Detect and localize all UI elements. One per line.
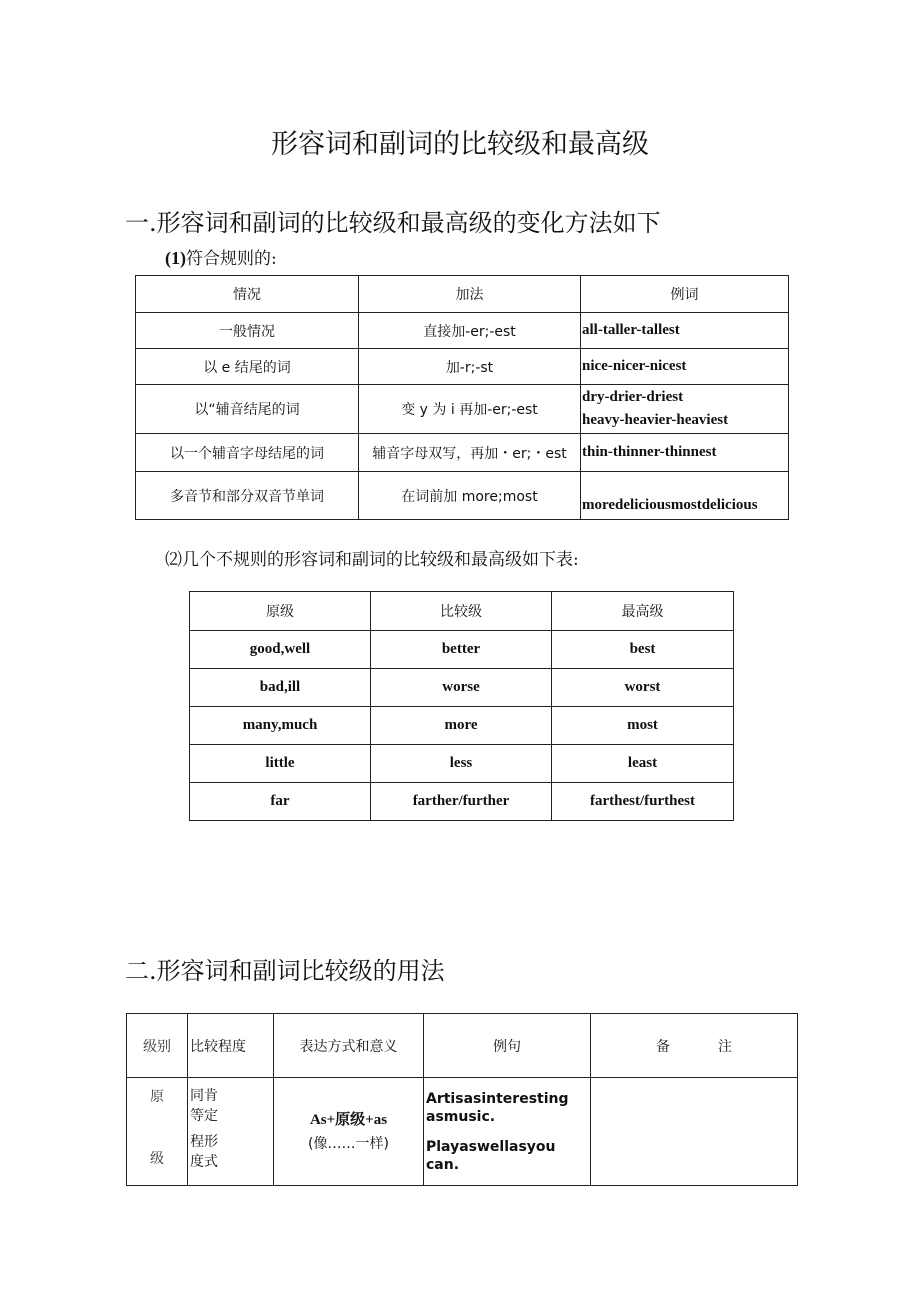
section-1-heading: 一.形容词和副词的比较级和最高级的变化方法如下 bbox=[125, 209, 661, 237]
rule-cell: 辅音字母双写，再加・er;・est bbox=[359, 434, 581, 472]
header-cell: 比较级 bbox=[371, 592, 552, 631]
header-cell-level: 级别 bbox=[127, 1014, 188, 1078]
subheading-number: (1) bbox=[165, 248, 186, 268]
comparative-cell: better bbox=[371, 631, 552, 669]
header-cell: 加法 bbox=[359, 276, 581, 313]
table-row bbox=[136, 349, 789, 385]
comparative-cell: more bbox=[371, 707, 552, 745]
irregular-forms-table bbox=[189, 591, 734, 821]
subheading-regular bbox=[165, 244, 277, 269]
regular-rules-table bbox=[135, 275, 789, 520]
header-cell: 例词 bbox=[581, 276, 789, 313]
degree-line: 同肯 bbox=[190, 1088, 218, 1104]
table-row bbox=[136, 434, 789, 472]
superlative-cell: least bbox=[552, 745, 734, 783]
example-cell: all-taller-tallest bbox=[581, 313, 789, 349]
table-row bbox=[190, 745, 734, 783]
degree-line: 等定 bbox=[190, 1108, 218, 1124]
example-cell bbox=[581, 385, 789, 434]
expression-meaning: (像……一样) bbox=[308, 1136, 389, 1152]
expression-cell bbox=[274, 1078, 424, 1186]
positive-cell: little bbox=[190, 745, 371, 783]
example-cell: moredeliciousmostdelicious bbox=[581, 472, 789, 520]
case-cell: 以“辅音结尾的词 bbox=[136, 385, 359, 434]
section-2-heading: 二.形容词和副词比较级的用法 bbox=[125, 957, 445, 985]
rule-cell: 直接加-er;-est bbox=[359, 313, 581, 349]
case-cell: 一般情况 bbox=[136, 313, 359, 349]
header-cell-example: 例句 bbox=[424, 1014, 591, 1078]
case-cell: 以 e 结尾的词 bbox=[136, 349, 359, 385]
table-row bbox=[190, 669, 734, 707]
subheading-irregular: ⑵几个不规则的形容词和副词的比较级和最高级如下表: bbox=[165, 550, 579, 570]
table-row bbox=[190, 783, 734, 821]
notes-label-part1: 备 bbox=[656, 1038, 670, 1055]
table-row bbox=[136, 313, 789, 349]
expression-formula: As+原级+as bbox=[309, 1112, 388, 1128]
superlative-cell: worst bbox=[552, 669, 734, 707]
table-row bbox=[190, 707, 734, 745]
table-row bbox=[136, 472, 789, 520]
example-line: asmusic. bbox=[426, 1109, 496, 1125]
table-header-row bbox=[136, 276, 789, 313]
comparative-usage-table bbox=[126, 1013, 798, 1186]
case-cell: 多音节和部分双音节单词 bbox=[136, 472, 359, 520]
table-row bbox=[136, 385, 789, 434]
comparative-cell: worse bbox=[371, 669, 552, 707]
page-title: 形容词和副词的比较级和最高级 bbox=[271, 129, 649, 160]
example-cell: thin-thinner-thinnest bbox=[581, 434, 789, 472]
example-line: Artisasinteresting bbox=[426, 1091, 569, 1107]
degree-line: 度式 bbox=[190, 1154, 218, 1170]
comparative-cell: less bbox=[371, 745, 552, 783]
superlative-cell: best bbox=[552, 631, 734, 669]
positive-cell: good,well bbox=[190, 631, 371, 669]
degree-cell bbox=[188, 1078, 274, 1186]
header-cell-expression: 表达方式和意义 bbox=[274, 1014, 424, 1078]
notes-cell bbox=[591, 1078, 798, 1186]
rule-cell: 在词前加 more;most bbox=[359, 472, 581, 520]
table-row bbox=[190, 631, 734, 669]
superlative-cell: most bbox=[552, 707, 734, 745]
positive-cell: bad,ill bbox=[190, 669, 371, 707]
table-header-row bbox=[190, 592, 734, 631]
rule-cell: 变 y 为 i 再加-er;-est bbox=[359, 385, 581, 434]
positive-cell: far bbox=[190, 783, 371, 821]
example-cell bbox=[424, 1078, 591, 1186]
case-cell: 以一个辅音字母结尾的词 bbox=[136, 434, 359, 472]
degree-line: 程形 bbox=[190, 1134, 218, 1150]
level-bottom: 级 bbox=[150, 1151, 164, 1167]
table-header-row bbox=[127, 1014, 798, 1078]
header-cell-degree: 比较程度 bbox=[188, 1014, 274, 1078]
header-cell: 原级 bbox=[190, 592, 371, 631]
header-cell: 最高级 bbox=[552, 592, 734, 631]
positive-cell: many,much bbox=[190, 707, 371, 745]
example-line: dry-drier-driest bbox=[582, 389, 684, 405]
example-line: heavy-heavier-heaviest bbox=[582, 412, 729, 428]
example-line: Playaswellasyou bbox=[426, 1139, 556, 1155]
rule-cell: 加-r;-st bbox=[359, 349, 581, 385]
subheading-text: 符合规则的: bbox=[186, 249, 277, 269]
header-cell: 情况 bbox=[136, 276, 359, 313]
table-row bbox=[127, 1078, 798, 1186]
notes-label-part2: 注 bbox=[718, 1038, 732, 1055]
example-line: can. bbox=[426, 1157, 460, 1173]
superlative-cell: farthest/furthest bbox=[552, 783, 734, 821]
level-top: 原 bbox=[150, 1089, 164, 1105]
example-cell: nice-nicer-nicest bbox=[581, 349, 789, 385]
level-cell bbox=[127, 1078, 188, 1186]
header-cell-notes bbox=[591, 1014, 798, 1078]
comparative-cell: farther/further bbox=[371, 783, 552, 821]
